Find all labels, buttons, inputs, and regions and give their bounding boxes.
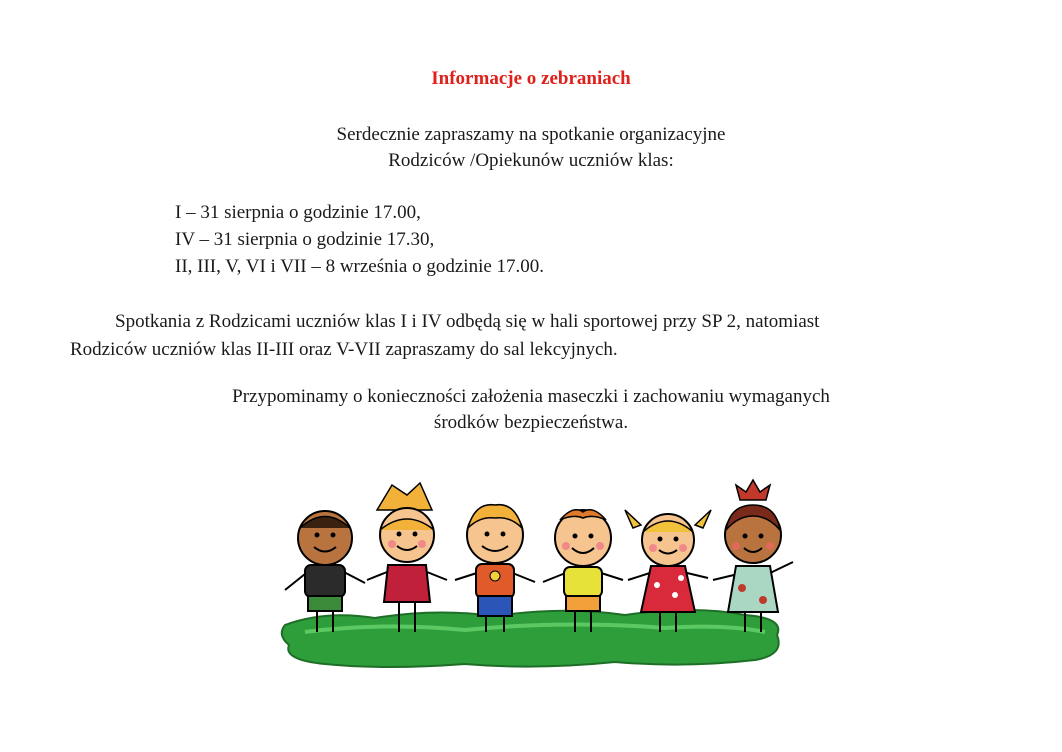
schedule-item: I – 31 sierpnia o godzinie 17.00, (175, 202, 421, 223)
children-holding-hands-illustration (265, 450, 805, 680)
child-figure (285, 511, 365, 632)
schedule-item: II, III, V, VI i VII – 8 września o godzinie 17.00. (175, 256, 545, 277)
invitation-text (0, 122, 1062, 174)
page-title: Informacje o zebraniach (431, 68, 631, 89)
invitation-line-1: Serdecznie zapraszamy na spotkanie organizacyjne (336, 124, 726, 145)
child-figure (713, 480, 793, 632)
location-info-line-1: Spotkania z Rodzicami uczniów klas I i IV odbędą się w hali sportowej przy SP 2, natomiast (115, 311, 820, 332)
location-info (60, 308, 1000, 364)
invitation-line-2: Rodziców /Opiekunów uczniów klas: (388, 150, 674, 171)
location-info-line-2: Rodziców uczniów klas II-III oraz V-VII zapraszamy do sal lekcyjnych. (70, 339, 618, 360)
meeting-schedule (175, 199, 544, 280)
child-figure (367, 483, 447, 632)
grass (282, 610, 779, 667)
reminder-line-1: Przypominamy o konieczności założenia maseczki i zachowaniu wymaganych (232, 386, 830, 407)
safety-reminder (0, 384, 1062, 436)
schedule-item: IV – 31 sierpnia o godzinie 17.30, (175, 229, 435, 250)
reminder-line-2: środków bezpieczeństwa. (433, 412, 629, 433)
